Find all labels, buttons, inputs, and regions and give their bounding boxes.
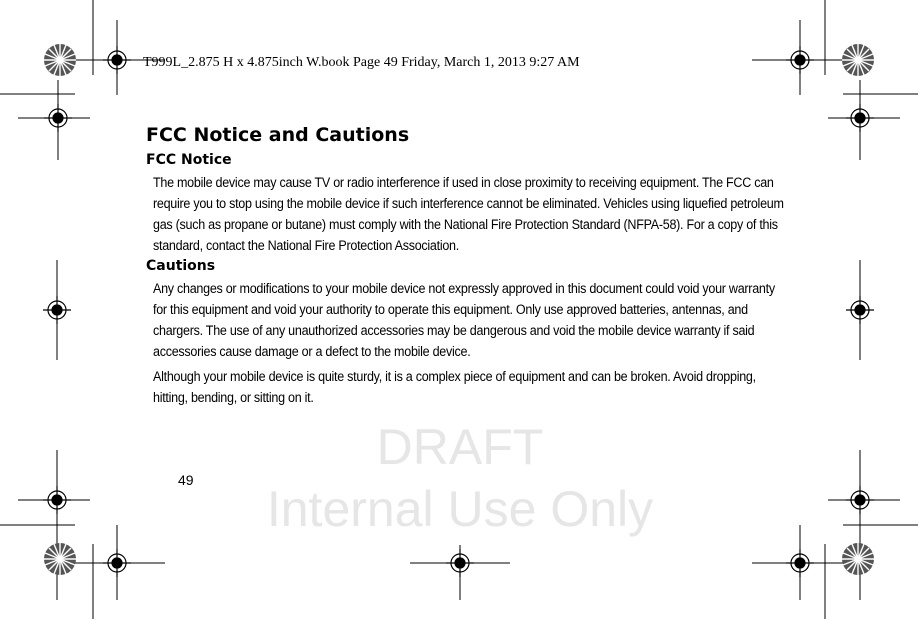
print-header-line: T999L_2.875 H x 4.875inch W.book Page 49 Friday, March 1, 2013 9:27 AM (143, 55, 580, 70)
section-title: FCC Notice and Cautions (146, 124, 410, 146)
page-number: 49 (178, 472, 194, 488)
fcc-notice-heading: FCC Notice (146, 152, 232, 168)
cautions-paragraph-2: Although your mobile device is quite sturdy, it is a complex piece of equipment and can be broken. Avoid dropping, hitting, bending, or sitting on it. (153, 369, 756, 405)
fcc-notice-paragraph: The mobile device may cause TV or radio interference if used in close proximity to receiving equipment. The FCC can require you to stop using the mobile device if such interference cannot be eliminated. Vehicles using liquefied petroleum gas (such as propane or butane) must comply with the National Fire Protection Standard (NFPA-58). For a copy of this standard, contact the National Fire Protection Association. (153, 175, 784, 253)
cautions-heading: Cautions (146, 258, 216, 274)
cautions-paragraph-1: Any changes or modifications to your mobile device not expressly approved in this document could void your warranty for this equipment and void your authority to operate this equipment. Only use approved batteries, antennas, and chargers. The use of any unauthorized accessories may be dangerous and void the mobile device warranty if said accessories cause damage or a defect to the mobile device. (153, 281, 775, 359)
watermark-draft: DRAFT (376, 419, 544, 475)
page-content (146, 124, 786, 412)
watermark-internal-use: Internal Use Only (266, 481, 654, 537)
